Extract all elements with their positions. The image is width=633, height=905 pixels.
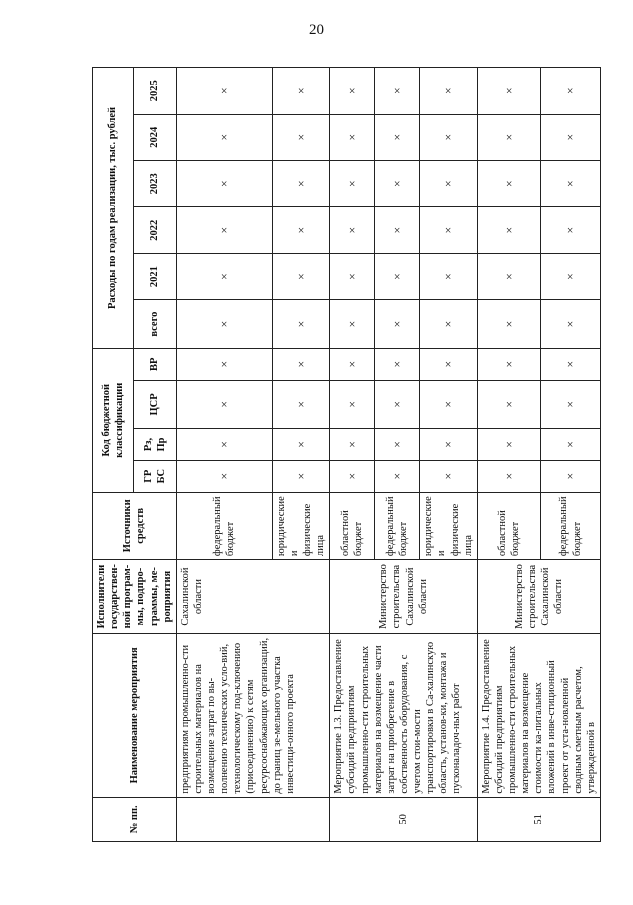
mark-cell: × [541, 68, 601, 115]
mark-cell: × [420, 460, 478, 492]
mark-cell: × [420, 253, 478, 299]
mark-cell: × [330, 253, 375, 299]
mark-cell: × [330, 114, 375, 160]
mark-cell: × [541, 380, 601, 429]
mark-cell: × [420, 429, 478, 461]
mark-cell: × [330, 348, 375, 380]
mark-cell: × [477, 253, 541, 299]
row-source-cell: юридические и физические лица [420, 492, 478, 560]
mark-cell: × [541, 300, 601, 349]
header-2021: 2021 [133, 253, 176, 299]
mark-cell: × [272, 207, 330, 253]
mark-cell: × [477, 68, 541, 115]
header-executor: Исполнители государствен-ной програм-мы, подпро-граммы, ме-роприятия [93, 560, 177, 634]
mark-cell: × [541, 114, 601, 160]
expenses-table [92, 67, 601, 842]
table-row [176, 68, 272, 842]
mark-cell: × [375, 253, 420, 299]
row-source-cell: федеральный бюджет [176, 492, 272, 560]
header-rzpr: Рз, Пр [133, 429, 176, 461]
mark-cell: × [477, 207, 541, 253]
rotated-table-wrapper [92, 67, 597, 842]
mark-cell: × [477, 380, 541, 429]
mark-cell: × [176, 253, 272, 299]
mark-cell: × [176, 114, 272, 160]
mark-cell: × [330, 68, 375, 115]
mark-cell: × [420, 300, 478, 349]
mark-cell: × [420, 161, 478, 207]
mark-cell: × [176, 68, 272, 115]
mark-cell: × [330, 300, 375, 349]
mark-cell: × [176, 207, 272, 253]
row-source-cell: областной бюджет [330, 492, 375, 560]
mark-cell: × [272, 253, 330, 299]
header-total: всего [133, 300, 176, 349]
table-row [477, 68, 541, 842]
mark-cell: × [541, 207, 601, 253]
mark-cell: × [541, 161, 601, 207]
header-budget-code: Код бюджетной классификации [93, 348, 134, 492]
mark-cell: × [541, 253, 601, 299]
mark-cell: × [375, 114, 420, 160]
mark-cell: × [420, 207, 478, 253]
mark-cell: × [420, 380, 478, 429]
header-2025: 2025 [133, 68, 176, 115]
mark-cell: × [272, 300, 330, 349]
row-source-cell: областной бюджет [477, 492, 541, 560]
mark-cell: × [375, 68, 420, 115]
mark-cell: × [375, 348, 420, 380]
mark-cell: × [272, 460, 330, 492]
mark-cell: × [477, 300, 541, 349]
header-grbs: ГР БС [133, 460, 176, 492]
mark-cell: × [272, 68, 330, 115]
mark-cell: × [272, 429, 330, 461]
header-2024: 2024 [133, 114, 176, 160]
mark-cell: × [272, 380, 330, 429]
page-number: 20 [309, 22, 324, 38]
mark-cell: × [272, 161, 330, 207]
mark-cell: × [375, 207, 420, 253]
row-num-cell: 51 [477, 797, 600, 841]
row-source-cell: федеральный бюджет [375, 492, 420, 560]
mark-cell: × [420, 68, 478, 115]
mark-cell: × [375, 300, 420, 349]
header-num: № пп. [93, 797, 177, 841]
mark-cell: × [176, 300, 272, 349]
row-source-cell: федеральный бюджет [541, 492, 601, 560]
header-2023: 2023 [133, 161, 176, 207]
mark-cell: × [420, 114, 478, 160]
row-executor-cell: Сахалинской области [176, 560, 330, 634]
row-num-cell [176, 797, 330, 841]
header-vr: ВР [133, 348, 176, 380]
mark-cell: × [541, 348, 601, 380]
mark-cell: × [477, 161, 541, 207]
mark-cell: × [375, 429, 420, 461]
mark-cell: × [477, 460, 541, 492]
table-row [330, 68, 375, 842]
mark-cell: × [330, 380, 375, 429]
row-name-cell: Мероприятие 1.4. Предоставление субсидий предприятиям промышленно-сти строительных материалов на возмещение стоимости ка-питальных вложений в инве-стиционный проект от уста-новленной сводным сметным расчетом, утвержденной в [477, 634, 600, 798]
header-source: Источники средств [93, 492, 177, 560]
mark-cell: × [330, 429, 375, 461]
mark-cell: × [176, 429, 272, 461]
mark-cell: × [330, 161, 375, 207]
mark-cell: × [375, 161, 420, 207]
row-executor-cell: Министерство строительства Сахалинской области [477, 560, 600, 634]
row-source-cell: юридические и физические лица [272, 492, 330, 560]
header-csr: ЦСР [133, 380, 176, 429]
mark-cell: × [176, 460, 272, 492]
row-name-cell: Мероприятие 1.3. Предоставление субсидий предприятиям промышленно-сти строительных материалов на возмещение части затрат на приобретение в собственность оборудования, с учетом стои-мости транспортировки в Са-халинскую область, установ-ки, монтажа и пусконаладоч-ных работ [330, 634, 478, 798]
mark-cell: × [272, 348, 330, 380]
header-expenses: Расходы по годам реализации, тыс. рублей [93, 68, 134, 349]
row-name-cell: предприятиям промышленно-сти строительных материалов на возмещение затрат по вы-полнению технических усло-вий, технологическому под-ключению (присоединению) к сетям ресурсоснабжающих организаций, до границ зе-мельного участка инвестици-онного проекта [176, 634, 330, 798]
row-executor-cell: Министерство строительства Сахалинской области [330, 560, 478, 634]
mark-cell: × [541, 460, 601, 492]
mark-cell: × [330, 207, 375, 253]
mark-cell: × [272, 114, 330, 160]
mark-cell: × [541, 429, 601, 461]
mark-cell: × [477, 348, 541, 380]
mark-cell: × [477, 429, 541, 461]
mark-cell: × [477, 114, 541, 160]
header-name: Наименование мероприятия [93, 634, 177, 798]
mark-cell: × [375, 460, 420, 492]
mark-cell: × [330, 460, 375, 492]
mark-cell: × [420, 348, 478, 380]
row-num-cell: 50 [330, 797, 478, 841]
header-2022: 2022 [133, 207, 176, 253]
mark-cell: × [375, 380, 420, 429]
mark-cell: × [176, 380, 272, 429]
mark-cell: × [176, 348, 272, 380]
mark-cell: × [176, 161, 272, 207]
